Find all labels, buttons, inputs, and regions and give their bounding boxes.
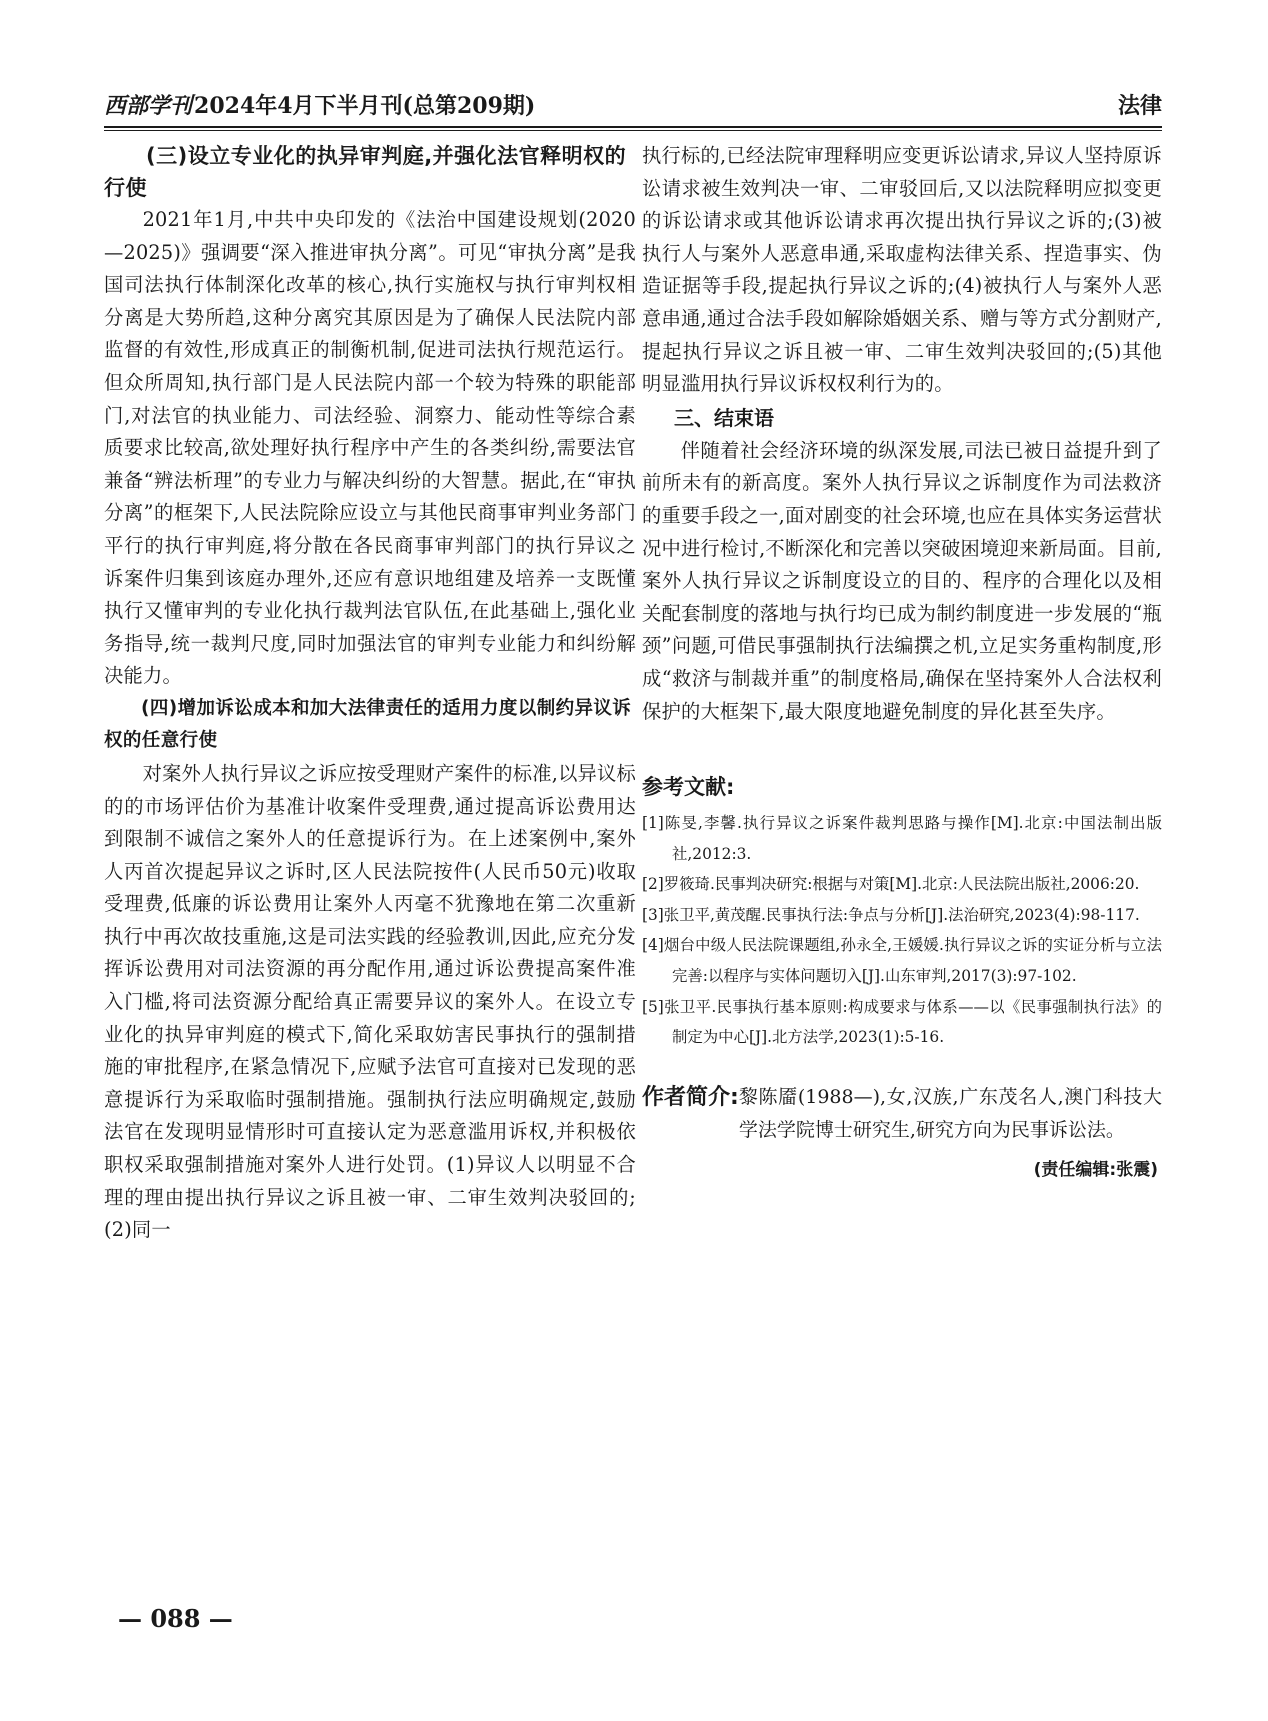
- reference-item: [3]张卫平,黄茂醒.民事执行法:争点与分析[J].法治研究,2023(4):98-117.: [642, 905, 1140, 924]
- right-column: [642, 140, 1162, 1185]
- responsible-editor: (责任编辑:张震): [1033, 1159, 1158, 1180]
- reference-item: [4]烟台中级人民法院课题组,孙永全,王媛媛.执行异议之诉的实证分析与立法完善:以程序与实体问题切入[J].山东审判,2017(3):97-102.: [642, 936, 1162, 986]
- section-heading-4: (四)增加诉讼成本和加大法律责任的适用力度以制约异议诉权的任意行使: [104, 697, 632, 752]
- author-bio: [642, 1081, 1162, 1147]
- journal-logo: 西部学刊: [104, 92, 193, 119]
- body-paragraph-continued: 执行标的,已经法院审理释明应变更诉讼请求,异议人坚持原诉讼请求被生效判决一审、二审驳回后,又以法院释明应拟变更的诉讼请求或其他诉讼请求再次提出执行异议之诉的;(3)被执行人与案外人恶意串通,采取虚构法律关系、捏造事实、伪造证据等手段,提起执行异议之诉的;(4)被执行人与案外人恶意串通,通过合法手段如解除婚姻关系、赠与等方式分割财产,提起执行异议之诉且被一审、二审生效判决驳回的;(5)其他明显滥用执行异议诉权权利行为的。: [642, 144, 1162, 396]
- journal-issue: 2024年4月下半月刊(总第209期): [194, 92, 536, 119]
- author-bio-text: 黎陈靥(1988—),女,汉族,广东茂名人,澳门科技大学法学院博士研究生,研究方向为民事诉讼法。: [738, 1085, 1162, 1141]
- conclusion-heading: 三、结束语: [674, 405, 774, 430]
- references-title: 参考文献:: [642, 775, 735, 800]
- reference-item: [1]陈旻,李馨.执行异议之诉案件裁判思路与操作[M].北京:中国法制出版社,2012:3.: [642, 814, 1162, 863]
- reference-list: [642, 808, 1162, 1053]
- left-column: [104, 140, 636, 1247]
- page-number: — 088 —: [118, 1604, 233, 1633]
- body-paragraph: 2021年1月,中共中央印发的《法治中国建设规划(2020—2025)》强调要“深入推进审执分离”。可见“审执分离”是我国司法执行体制深化改革的核心,执行实施权与执行审判权相分离是大势所趋,这种分离究其原因是为了确保人民法院内部监督的有效性,形成真正的制衡机制,促进司法执行规范运行。但众所周知,执行部门是人民法院内部一个较为特殊的职能部门,对法官的执业能力、司法经验、洞察力、能动性等综合素质要求比较高,欲处理好执行程序中产生的各类纠纷,需要法官兼备“辨法析理”的专业力与解决纠纷的大智慧。据此,在“审执分离”的框架下,人民法院除应设立与其他民商事审判业务部门平行的执行审判庭,将分散在各民商事审判部门的执行异议之诉案件归集到该庭办理外,还应有意识地组建及培养一支既懂执行又懂审判的专业化执行裁判法官队伍,在此基础上,强化业务指导,统一裁判尺度,同时加强法官的审判专业能力和纠纷解决能力。: [104, 208, 636, 688]
- section-heading-3: (三)设立专业化的执异审判庭,并强化法官释明权的行使: [104, 144, 627, 200]
- reference-item: [5]张卫平.民事执行基本原则:构成要求与体系——以《民事强制执行法》的制定为中心[J].北方法学,2023(1):5-16.: [642, 997, 1162, 1047]
- author-bio-label: 作者简介:: [642, 1084, 739, 1110]
- running-header: [104, 86, 1162, 122]
- body-paragraph: 对案外人执行异议之诉应按受理财产案件的标准,以异议标的的市场评估价为基准计收案件受理费,通过提高诉讼费用达到限制不诚信之案外人的任意提诉行为。在上述案例中,案外人丙首次提起异议之诉时,区人民法院按件(人民币50元)收取受理费,低廉的诉讼费用让案外人丙毫不犹豫地在第二次重新执行中再次故技重施,这是司法实践的经验教训,因此,应充分发挥诉讼费用对司法资源的再分配作用,通过诉讼费提高案件准入门槛,将司法资源分配给真正需要异议的案外人。在设立专业化的执异审判庭的模式下,简化采取妨害民事执行的强制措施的审批程序,在紧急情况下,应赋予法官可直接对已发现的恶意提诉行为采取临时强制措施。强制执行法应明确规定,鼓励法官在发现明显情形时可直接认定为恶意滥用诉权,并积极依职权采取强制措施对案外人进行处罚。(1)异议人以明显不合理的理由提出执行异议之诉且被一审、二审生效判决驳回的;(2)同一: [104, 761, 636, 1242]
- reference-item: [2]罗筱琦.民事判决研究:根据与对策[M].北京:人民法院出版社,2006:20.: [642, 875, 1140, 894]
- header-rule-thin: [104, 130, 1162, 131]
- conclusion-paragraph: 伴随着社会经济环境的纵深发展,司法已被日益提升到了前所未有的新高度。案外人执行异议之诉制度作为司法救济的重要手段之一,面对剧变的社会环境,也应在具体实务运营状况中进行检讨,不断深化和完善以突破困境迎来新局面。目前,案外人执行异议之诉制度设立的目的、程序的合理化以及相关配套制度的落地与执行均已成为制约制度进一步发展的“瓶颈”问题,可借民事强制执行法编撰之机,立足实务重构制度,形成“救济与制裁并重”的制度格局,确保在坚持案外人合法权利保护的大框架下,最大限度地避免制度的异化甚至失序。: [642, 438, 1162, 723]
- journal-title: [104, 89, 535, 120]
- section-label: 法律: [1117, 93, 1162, 119]
- header-rule: [104, 126, 1162, 128]
